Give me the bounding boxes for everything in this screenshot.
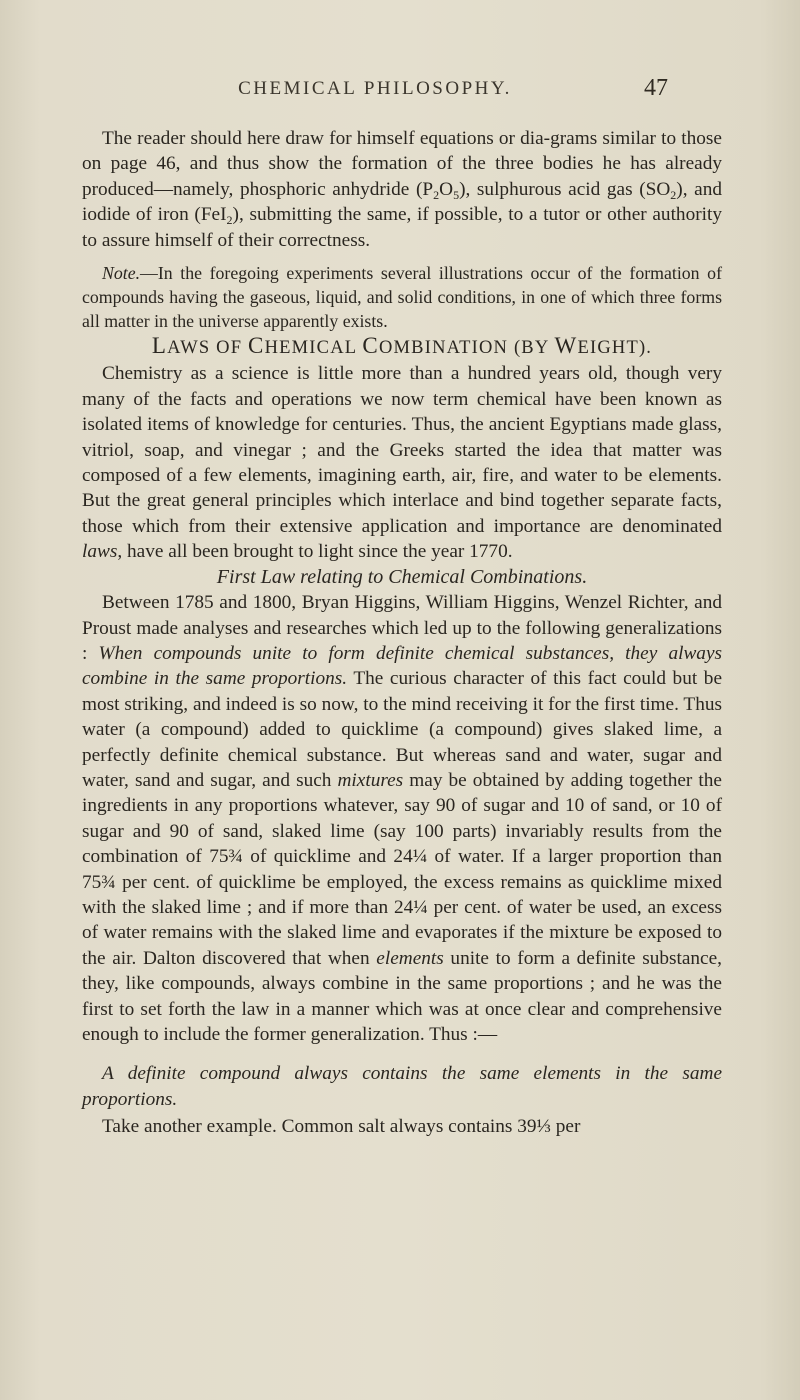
emphasis: laws bbox=[82, 541, 118, 563]
text-run: O bbox=[439, 178, 454, 200]
note-text: —In the foregoing experiments several illustrations occur of the formation of compounds having the gaseous, liquid, and solid conditions, in one of which three forms all matter in the universe apparently exists. bbox=[82, 263, 722, 332]
text-run: Between 1785 and 1800, Bryan Higgins, William Higgins, Wenzel Richter, and Proust made analyses and researches which led up to the following generalizations : bbox=[82, 592, 722, 664]
subscript: 2 bbox=[433, 187, 440, 202]
law-statement: A definite compound always contains the same elements in the same proportions. bbox=[82, 1063, 722, 1110]
emphasis: mixtures bbox=[337, 769, 404, 791]
page-number: 47 bbox=[644, 75, 668, 101]
subheading: First Law relating to Chemical Combinations. bbox=[216, 565, 588, 588]
page-body bbox=[82, 126, 722, 1140]
running-head: CHEMICAL PHILOSOPHY. bbox=[238, 78, 512, 99]
text-run: The curious character of this fact could but be most striking, and indeed is so now, to the mind receiving it for the first time. Thus water (a compound) added to quicklime (a compound) gives slaked lime, a perfectly definite chemical substance. But whereas sand and water, sugar and water, sand and sugar, and such bbox=[82, 668, 722, 791]
heading-initial: L bbox=[151, 333, 168, 359]
heading-text: HEMICAL bbox=[264, 338, 363, 359]
subscript: 2 bbox=[226, 213, 233, 228]
section-heading bbox=[82, 333, 722, 361]
subscript: 2 bbox=[670, 187, 677, 202]
emphasis: When compounds unite to form definite chemical substances, they always combine in the same proportions. bbox=[82, 642, 723, 690]
text-run: , have all been brought to light since the year 1770. bbox=[117, 541, 513, 563]
text-run: ), and iodide of iron (FeI bbox=[82, 178, 722, 226]
note-paragraph bbox=[82, 261, 722, 333]
text-run: unite to form a definite substance, they, like compounds, always combine in the same proportions ; and he was the first to set forth the law in a manner which was at once clear and comprehensive enough to include the former generalization. Thus :— bbox=[82, 947, 722, 1045]
heading-text: EIGHT). bbox=[577, 338, 653, 359]
paragraph-first-law bbox=[82, 590, 722, 1047]
heading-initial: W bbox=[554, 333, 578, 359]
emphasis: elements bbox=[376, 947, 444, 969]
heading-initial: C bbox=[248, 333, 265, 359]
heading-text: OMBINATION (BY bbox=[378, 338, 555, 359]
heading-text: AWS OF bbox=[167, 338, 249, 359]
heading-initial: C bbox=[362, 333, 379, 359]
text-run: ), submitting the same, if possible, to a tutor or other authority to assure himself of their correctness. bbox=[82, 204, 722, 251]
text-run: may be obtained by adding together the ingredients in any proportions whatever, say 90 of sugar and 10 of sand, or 10 of sugar and 90 of sand, slaked lime (say 100 parts) invariably results from the combination of 75¾ of quicklime and 24¼ of water. If a larger proportion than 75¾ per cent. of quicklime be employed, the excess remains as quicklime mixed with the slaked lime ; and if more than 24¼ per cent. of water be used, an excess of water remains with the slaked lime and evaporates if the mixture be exposed to the air. Dalton discovered that when bbox=[82, 769, 722, 969]
paragraph-salt-example: Take another example. Common salt always contains 39⅓ per bbox=[102, 1116, 581, 1138]
paragraph-chemistry-history bbox=[82, 361, 722, 564]
page-header bbox=[0, 75, 800, 108]
note-label: Note. bbox=[102, 263, 141, 284]
subscript: 5 bbox=[453, 187, 460, 202]
text-run: ), sulphurous acid gas (SO bbox=[459, 178, 671, 200]
text-run: Chemistry as a science is little more than a hundred years old, though very many of the facts and operations we now term chemical have been known as isolated items of knowledge for centuries. Thus, the ancient Egyptians made glass, vitriol, soap, and vinegar ; and the Greeks started the idea that matter was composed of a few elements, imagining earth, air, fire, and water to be elements. But the great general principles which interlace and bind together separate facts, those which from their extensive application and importance are denominated bbox=[82, 363, 722, 537]
paragraph-equations bbox=[82, 126, 722, 253]
text-run: The reader should here draw for himself equations or dia-grams similar to those on page 46, and thus show the formation of the three bodies he has already produced—namely, phosphoric anhydride (P bbox=[82, 128, 722, 200]
